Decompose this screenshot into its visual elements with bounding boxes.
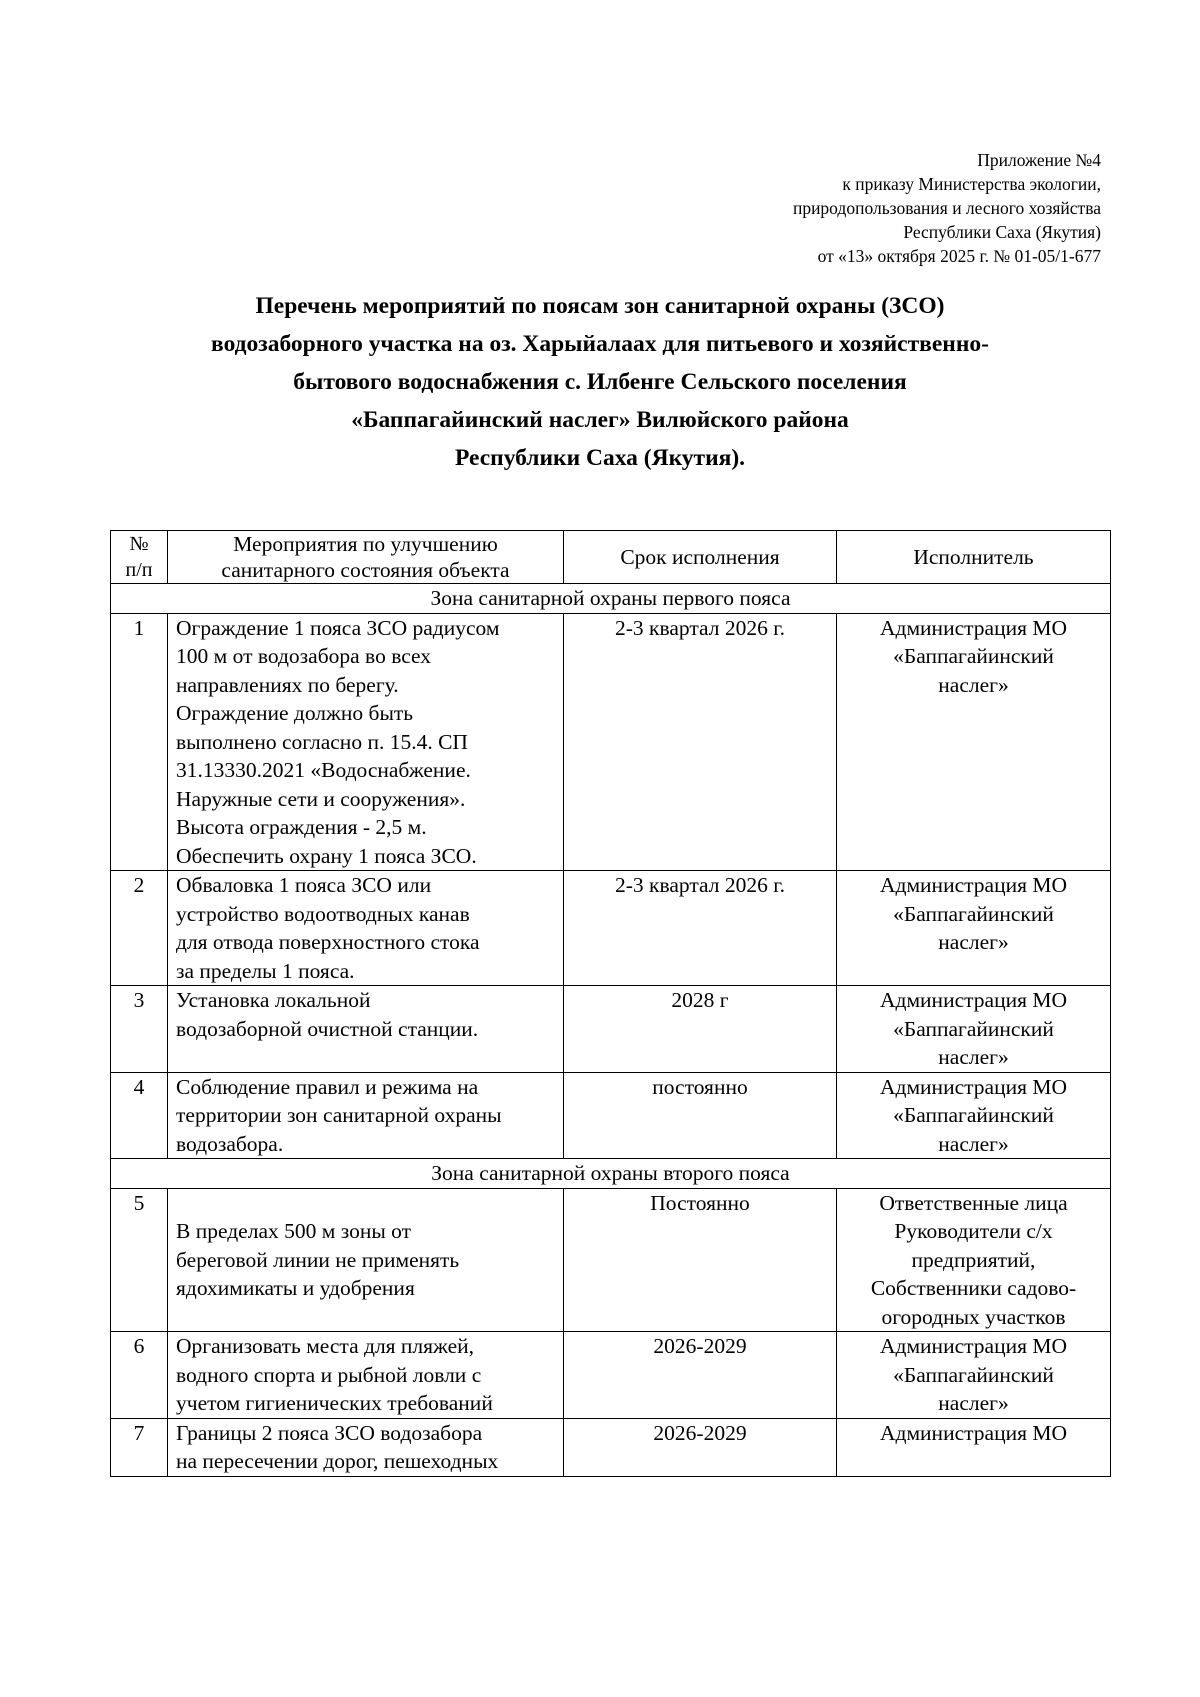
executor-line: Администрация МО — [879, 615, 1067, 640]
executor-line: Руководители с/х — [894, 1219, 1053, 1243]
title-line: водозаборного участка на оз. Харыйалаах для питьевого и хозяйственно- — [211, 331, 989, 357]
title-line: бытового водоснабжения с. Илбенге Сельского поселения — [293, 369, 907, 395]
measure-line: береговой линии не применять — [176, 1247, 460, 1272]
table-row — [111, 1332, 1111, 1419]
executor-line: «Баппагайинский — [893, 1016, 1054, 1041]
row-executor — [837, 871, 1111, 986]
executor-line: наслег» — [938, 930, 1009, 954]
executor-line: предприятий, — [911, 1247, 1036, 1272]
executor-line: Собственники садово- — [870, 1276, 1077, 1300]
row-measure — [168, 1188, 564, 1332]
executor-line: наслег» — [938, 672, 1009, 697]
row-measure — [168, 871, 564, 986]
measure-line: на пересечении дорог, пешеходных — [176, 1449, 499, 1473]
row-measure — [168, 986, 564, 1073]
executor-line: наслег» — [938, 1131, 1009, 1156]
executor-line: наслег» — [938, 1045, 1009, 1069]
row-measure — [168, 613, 564, 871]
table-row — [111, 1418, 1111, 1476]
header-measure-line: санитарного состояния объекта — [221, 558, 510, 582]
header-executor: Исполнитель — [837, 531, 1111, 584]
table-row — [111, 1188, 1111, 1332]
row-number: 4 — [111, 1072, 168, 1159]
executor-line: «Баппагайинский — [893, 1103, 1054, 1127]
measure-line: Наружные сети и сооружения». — [176, 786, 466, 811]
measure-line: территории зон санитарной охраны — [176, 1103, 502, 1127]
measures-table — [110, 530, 1111, 1477]
row-number: 1 — [111, 613, 168, 871]
measure-line: Ограждение должно быть — [176, 701, 414, 725]
table-header-row — [111, 531, 1111, 584]
row-measure — [168, 1332, 564, 1419]
table-row — [111, 613, 1111, 871]
header-num — [111, 531, 168, 584]
row-number: 3 — [111, 986, 168, 1073]
document-title — [100, 287, 1100, 477]
row-term: 2026-2029 — [564, 1418, 837, 1476]
row-number: 6 — [111, 1332, 168, 1419]
measure-line: Установка локальной — [176, 988, 371, 1012]
zone-row — [111, 584, 1111, 614]
executor-line: «Баппагайинский — [893, 644, 1054, 668]
row-executor — [837, 613, 1111, 871]
executor-line: Ответственные лица — [879, 1190, 1068, 1215]
measure-line: выполнено согласно п. 15.4. СП — [176, 729, 468, 754]
measure-line: 100 м от водозабора во всех — [176, 644, 432, 668]
row-term: 2028 г — [564, 986, 837, 1073]
measure-line: за пределы 1 пояса. — [176, 958, 355, 983]
measure-line: Организовать места для пляжей, — [176, 1334, 475, 1358]
table-row — [111, 1072, 1111, 1159]
row-number: 7 — [111, 1418, 168, 1476]
annex-line: Республики Саха (Якутия) — [903, 222, 1101, 242]
annex-line: природопользования и лесного хозяйства — [792, 198, 1101, 218]
title-line: «Баппагайинский наслег» Вилюйского района — [351, 407, 849, 433]
executor-line: Администрация МО — [879, 988, 1067, 1012]
measure-line: Обваловка 1 пояса ЗСО или — [176, 873, 432, 897]
executor-line: Администрация МО — [879, 1420, 1067, 1445]
measure-line: В пределах 500 м зоны от — [176, 1219, 412, 1243]
header-term: Срок исполнения — [564, 531, 837, 584]
executor-line: Администрация МО — [879, 873, 1067, 897]
row-measure — [168, 1072, 564, 1159]
row-number: 2 — [111, 871, 168, 986]
title-line: Республики Саха (Якутия). — [454, 445, 746, 471]
header-measure-line: Мероприятия по улучшению — [233, 532, 498, 556]
executor-line: «Баппагайинский — [893, 901, 1054, 926]
measure-line: устройство водоотводных канав — [176, 901, 470, 926]
executor-line: наслег» — [938, 1391, 1009, 1415]
measure-line: для отвода поверхностного стока — [176, 930, 480, 954]
row-term: постоянно — [564, 1072, 837, 1159]
measure-line: водозаборной очистной станции. — [176, 1016, 479, 1041]
row-executor — [837, 1188, 1111, 1332]
measure-line: Обеспечить охрану 1 пояса ЗСО. — [176, 843, 477, 868]
row-term: 2-3 квартал 2026 г. — [564, 613, 837, 871]
table-row — [111, 871, 1111, 986]
measure-line: Высота ограждения - 2,5 м. — [176, 815, 427, 839]
table-row — [111, 986, 1111, 1073]
measure-line: 31.13330.2021 «Водоснабжение. — [176, 758, 471, 782]
row-executor — [837, 1332, 1111, 1419]
measure-line: учетом гигиенических требований — [176, 1391, 493, 1415]
title-line: Перечень мероприятий по поясам зон санитарной охраны (ЗСО) — [255, 293, 945, 319]
zone-row — [111, 1159, 1111, 1189]
measure-line: Ограждение 1 пояса ЗСО радиусом — [176, 615, 500, 640]
row-executor — [837, 986, 1111, 1073]
executor-line: огородных участков — [881, 1304, 1066, 1329]
row-executor — [837, 1418, 1111, 1476]
measure-line: водного спорта и рыбной ловли с — [176, 1362, 482, 1387]
row-term: Постоянно — [564, 1188, 837, 1332]
row-measure — [168, 1418, 564, 1476]
header-num-line: № — [129, 533, 149, 555]
measure-line: ядохимикаты и удобрения — [176, 1276, 415, 1300]
measure-line: Границы 2 пояса ЗСО водозабора — [176, 1420, 483, 1445]
executor-line: «Баппагайинский — [893, 1362, 1054, 1387]
row-number: 5 — [111, 1188, 168, 1332]
zone-title: Зона санитарной охраны первого пояса — [111, 584, 1111, 614]
measure-line: водозабора. — [176, 1131, 284, 1156]
annex-line: к приказу Министерства экологии, — [842, 174, 1101, 194]
zone-title: Зона санитарной охраны второго пояса — [111, 1159, 1111, 1189]
annex-line: от «13» октября 2025 г. № 01-05/1-677 — [817, 246, 1101, 266]
header-measure — [168, 531, 564, 584]
annex-line: Приложение №4 — [977, 150, 1101, 170]
row-term: 2-3 квартал 2026 г. — [564, 871, 837, 986]
measure-line: направлениях по берегу. — [176, 672, 399, 697]
executor-line: Администрация МО — [879, 1074, 1067, 1099]
annex-header — [793, 148, 1101, 268]
executor-line: Администрация МО — [879, 1334, 1067, 1358]
row-executor — [837, 1072, 1111, 1159]
header-num-line: п/п — [125, 559, 153, 581]
row-term: 2026-2029 — [564, 1332, 837, 1419]
measure-line: Соблюдение правил и режима на — [176, 1074, 479, 1099]
